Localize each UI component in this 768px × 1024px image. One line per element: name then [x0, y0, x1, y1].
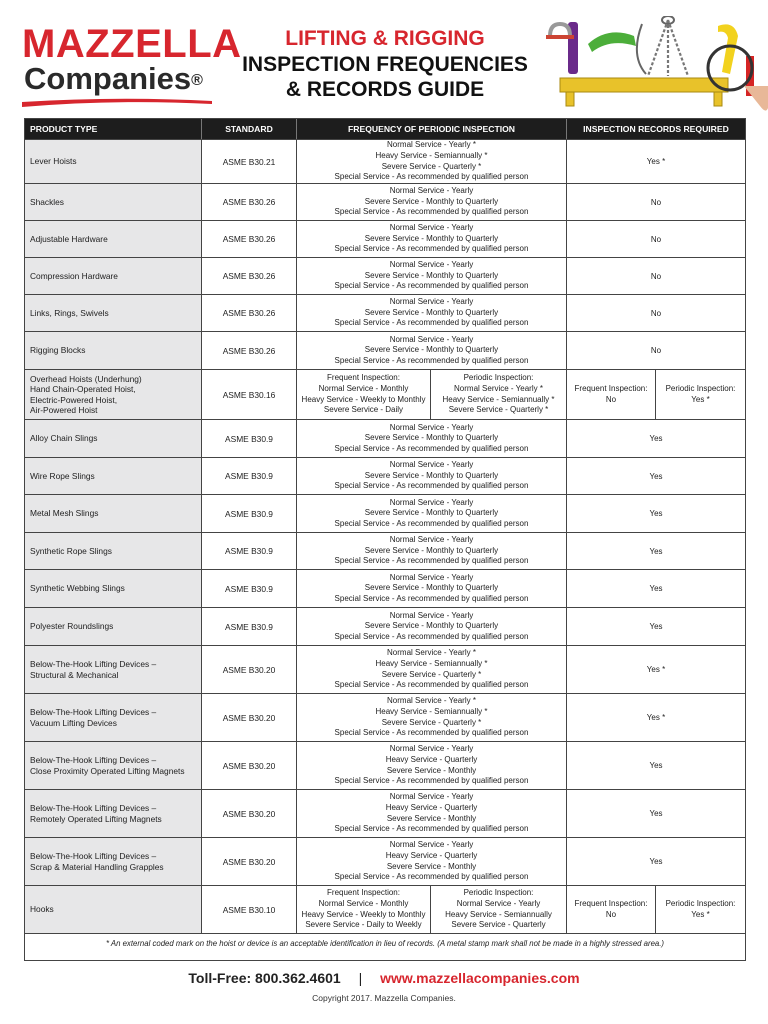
frequent-records-line: Frequent Inspection: — [574, 383, 648, 393]
contact-bar — [0, 970, 768, 986]
inspection-frequency-line: Normal Service - Yearly — [389, 744, 474, 754]
product-type-line: Below-The-Hook Lifting Devices – — [30, 755, 157, 765]
column-header-standard: STANDARD — [202, 119, 297, 139]
product-type-line: Electric-Powered Hoist, — [30, 394, 118, 405]
frequent-records-line: No — [605, 909, 617, 919]
inspection-frequency-line: Special Service - As recommended by qualified person — [334, 680, 529, 690]
product-type-line: Alloy Chain Slings — [30, 433, 98, 444]
product-type-cell — [25, 295, 202, 331]
inspection-frequency-line: Special Service - As recommended by qualified person — [334, 593, 529, 603]
inspection-frequency-cell — [297, 838, 567, 885]
inspection-frequency-line: Normal Service - Yearly — [389, 535, 474, 545]
periodic-inspection-line: Heavy Service - Semiannually * — [442, 394, 555, 404]
inspection-frequency-line: Special Service - As recommended by qualified person — [334, 355, 529, 365]
frequent-inspection-line: Normal Service - Monthly — [318, 383, 409, 393]
periodic-records-line: Periodic Inspection: — [665, 898, 736, 908]
product-type-line: Lever Hoists — [30, 156, 77, 167]
inspection-frequency-line: Normal Service - Yearly — [389, 792, 474, 802]
periodic-inspection-line: Severe Service - Quarterly — [451, 920, 546, 930]
column-header-frequency: FREQUENCY OF PERIODIC INSPECTION — [297, 119, 567, 139]
periodic-records-line: Yes * — [691, 909, 710, 919]
product-type-line: Hand Chain-Operated Hoist, — [30, 384, 136, 394]
inspection-frequency-line: Special Service - As recommended by qualified person — [334, 824, 529, 834]
title-line-1: LIFTING & RIGGING — [285, 27, 485, 50]
frequent-records-cell — [567, 886, 656, 933]
rigging-products-image — [538, 16, 768, 122]
product-type-text — [30, 308, 109, 319]
table-row — [25, 607, 745, 645]
product-type-cell — [25, 140, 202, 183]
records-required-cell: Yes * — [646, 665, 666, 674]
table-row — [25, 885, 745, 933]
rigging-photo-icon — [538, 16, 768, 122]
inspection-frequency-line: Severe Service - Monthly to Quarterly — [364, 270, 499, 280]
table-row — [25, 139, 745, 183]
inspection-frequency-cell — [297, 295, 567, 331]
company-logo — [22, 22, 242, 106]
product-type-text — [30, 659, 156, 680]
records-required-cell: Yes — [649, 622, 663, 631]
product-type-line: Adjustable Hardware — [30, 233, 108, 244]
periodic-inspection-line: Normal Service - Yearly — [456, 898, 541, 908]
website-link[interactable]: www.mazzellacompanies.com — [380, 970, 580, 986]
product-type-cell — [25, 570, 202, 607]
inspection-frequency-line: Special Service - As recommended by qualified person — [334, 318, 529, 328]
standard-cell: ASME B30.21 — [202, 140, 297, 183]
inspection-frequency-line: Severe Service - Quarterly * — [381, 717, 482, 727]
standard-cell: ASME B30.9 — [202, 458, 297, 494]
inspection-frequency-line: Special Service - As recommended by qualified person — [334, 281, 529, 291]
title-line-2: INSPECTION FREQUENCIES — [242, 53, 528, 76]
inspection-frequency-cell — [297, 608, 567, 645]
inspection-frequency-cell — [297, 184, 567, 220]
inspection-frequency-line: Normal Service - Yearly * — [387, 648, 476, 658]
product-type-line: Synthetic Rope Slings — [30, 545, 112, 556]
product-type-text — [30, 851, 164, 872]
standard-cell: ASME B30.10 — [202, 886, 297, 933]
records-required-cell: Yes — [649, 761, 663, 770]
inspection-frequency-cell — [297, 694, 567, 741]
inspection-frequency-line: Normal Service - Yearly * — [387, 140, 476, 150]
records-required-cell: Yes — [649, 509, 663, 518]
inspection-frequency-line: Heavy Service - Quarterly — [385, 754, 478, 764]
table-row — [25, 741, 745, 789]
periodic-inspection-line: Periodic Inspection: — [463, 373, 534, 383]
inspection-frequency-cell — [297, 495, 567, 532]
inspection-frequency-line: Normal Service - Yearly — [389, 223, 474, 233]
inspection-frequency-line: Severe Service - Monthly — [386, 861, 477, 871]
inspection-frequency-line: Normal Service - Yearly — [389, 297, 474, 307]
frequent-inspection-cell — [297, 886, 431, 933]
title-line-3: & RECORDS GUIDE — [285, 78, 485, 101]
inspection-frequency-line: Severe Service - Monthly — [386, 813, 477, 823]
inspection-frequency-line: Severe Service - Monthly to Quarterly — [364, 196, 499, 206]
table-row — [25, 257, 745, 294]
product-type-line: Vacuum Lifting Devices — [30, 717, 117, 728]
product-type-text — [30, 471, 95, 482]
product-type-cell — [25, 790, 202, 837]
records-required-cell: Yes — [649, 857, 663, 866]
table-row — [25, 457, 745, 494]
frequent-inspection-line: Normal Service - Monthly — [318, 898, 409, 908]
periodic-inspection-line: Severe Service - Quarterly * — [448, 405, 549, 415]
periodic-records-line: Periodic Inspection: — [665, 383, 736, 393]
standard-cell: ASME B30.9 — [202, 608, 297, 645]
inspection-frequency-line: Severe Service - Monthly to Quarterly — [364, 508, 499, 518]
product-type-text — [30, 374, 142, 416]
frequent-inspection-line: Heavy Service - Weekly to Monthly — [301, 909, 426, 919]
inspection-frequency-cell — [297, 570, 567, 607]
product-type-text — [30, 156, 77, 167]
product-type-line: Below-The-Hook Lifting Devices – — [30, 851, 157, 861]
inspection-frequency-line: Special Service - As recommended by qualified person — [334, 776, 529, 786]
inspection-frequency-cell — [297, 646, 567, 693]
product-type-cell — [25, 533, 202, 569]
frequent-records-line: No — [605, 394, 617, 404]
standard-cell: ASME B30.26 — [202, 332, 297, 369]
inspection-frequency-line: Normal Service - Yearly — [389, 610, 474, 620]
product-type-cell — [25, 332, 202, 369]
records-required-cell: Yes * — [646, 157, 666, 166]
product-type-line: Air-Powered Hoist — [30, 405, 98, 415]
records-required-cell: No — [650, 197, 662, 207]
product-type-line: Wire Rope Slings — [30, 470, 95, 481]
periodic-inspection-cell — [431, 370, 567, 419]
inspection-frequency-cell — [297, 533, 567, 569]
inspection-frequency-line: Heavy Service - Semiannually * — [375, 658, 488, 668]
frequent-inspection-line: Heavy Service - Weekly to Monthly — [301, 394, 426, 404]
inspection-frequency-line: Normal Service - Yearly — [389, 840, 474, 850]
product-type-cell — [25, 495, 202, 532]
product-type-cell — [25, 420, 202, 457]
inspection-frequency-line: Severe Service - Monthly to Quarterly — [364, 233, 499, 243]
inspection-frequency-line: Severe Service - Monthly to Quarterly — [364, 345, 499, 355]
inspection-frequency-line: Normal Service - Yearly — [389, 572, 474, 582]
product-type-cell — [25, 886, 202, 933]
product-type-cell — [25, 608, 202, 645]
inspection-frequency-cell — [297, 221, 567, 257]
table-header-row — [25, 119, 745, 139]
table-row — [25, 693, 745, 741]
copyright-text: Copyright 2017. Mazzella Companies. — [312, 993, 456, 1003]
inspection-frequency-line: Normal Service - Yearly — [389, 186, 474, 196]
inspection-frequency-line: Severe Service - Monthly to Quarterly — [364, 621, 499, 631]
standard-cell: ASME B30.26 — [202, 295, 297, 331]
inspection-frequency-line: Severe Service - Monthly to Quarterly — [364, 583, 499, 593]
product-type-line: Links, Rings, Swivels — [30, 307, 109, 318]
product-type-line: Compression Hardware — [30, 270, 118, 281]
inspection-frequency-line: Special Service - As recommended by qualified person — [334, 518, 529, 528]
product-type-text — [30, 271, 118, 282]
records-required-cell: Yes — [649, 809, 663, 818]
product-type-line: Below-The-Hook Lifting Devices – — [30, 803, 157, 813]
table-row — [25, 569, 745, 607]
records-required-cell: Yes — [649, 546, 663, 556]
standard-cell: ASME B30.9 — [202, 420, 297, 457]
records-required-cell: Yes * — [646, 713, 666, 722]
periodic-inspection-cell — [431, 886, 567, 933]
logo-swoosh-icon — [22, 98, 212, 110]
frequent-records-line: Frequent Inspection: — [574, 898, 648, 908]
records-required-cell: No — [650, 271, 662, 281]
table-row — [25, 331, 745, 369]
standard-cell: ASME B30.26 — [202, 258, 297, 294]
inspection-table — [24, 118, 746, 961]
periodic-inspection-line: Normal Service - Yearly * — [454, 383, 543, 393]
product-type-line: Close Proximity Operated Lifting Magnets — [30, 765, 185, 776]
inspection-frequency-line: Normal Service - Yearly — [389, 497, 474, 507]
frequent-inspection-line: Severe Service - Daily to Weekly — [305, 920, 422, 930]
logo-wordmark-bottom: Companies® — [24, 61, 203, 96]
product-type-line: Metal Mesh Slings — [30, 508, 99, 519]
table-row — [25, 837, 745, 885]
table-row — [25, 294, 745, 331]
records-required-cell: No — [650, 308, 662, 318]
product-type-text — [30, 546, 112, 557]
periodic-records-cell — [656, 370, 745, 419]
inspection-frequency-cell — [297, 458, 567, 494]
frequent-inspection-cell — [297, 370, 431, 419]
table-row — [25, 419, 745, 457]
inspection-frequency-line: Severe Service - Monthly — [386, 765, 477, 775]
product-type-line: Below-The-Hook Lifting Devices – — [30, 659, 157, 669]
product-type-text — [30, 904, 54, 915]
inspection-frequency-line: Severe Service - Monthly to Quarterly — [364, 433, 499, 443]
inspection-frequency-line: Severe Service - Monthly to Quarterly — [364, 470, 499, 480]
records-required-cell: No — [650, 234, 662, 244]
frequent-inspection-line: Frequent Inspection: — [327, 888, 400, 898]
product-type-line: Scrap & Material Handling Grapples — [30, 861, 164, 872]
table-row — [25, 183, 745, 220]
standard-cell: ASME B30.9 — [202, 495, 297, 532]
inspection-frequency-cell — [297, 790, 567, 837]
inspection-frequency-line: Special Service - As recommended by qualified person — [334, 443, 529, 453]
standard-cell: ASME B30.20 — [202, 646, 297, 693]
inspection-frequency-line: Special Service - As recommended by qualified person — [334, 728, 529, 738]
inspection-frequency-line: Severe Service - Quarterly * — [381, 669, 482, 679]
product-type-text — [30, 433, 98, 444]
inspection-frequency-line: Special Service - As recommended by qualified person — [334, 556, 529, 566]
product-type-cell — [25, 370, 202, 419]
standard-cell: ASME B30.9 — [202, 533, 297, 569]
product-type-text — [30, 803, 162, 824]
inspection-frequency-line: Normal Service - Yearly — [389, 260, 474, 270]
frequent-inspection-line: Severe Service - Daily — [323, 405, 404, 415]
standard-cell: ASME B30.26 — [202, 221, 297, 257]
product-type-cell — [25, 221, 202, 257]
frequent-records-cell — [567, 370, 656, 419]
standard-cell: ASME B30.20 — [202, 694, 297, 741]
inspection-frequency-line: Special Service - As recommended by qualified person — [334, 244, 529, 254]
inspection-frequency-line: Severe Service - Monthly to Quarterly — [364, 307, 499, 317]
inspection-frequency-line: Severe Service - Monthly to Quarterly — [364, 545, 499, 555]
product-type-line: Below-The-Hook Lifting Devices – — [30, 707, 157, 717]
inspection-frequency-line: Normal Service - Yearly — [389, 334, 474, 344]
standard-cell: ASME B30.16 — [202, 370, 297, 419]
inspection-frequency-line: Special Service - As recommended by qualified person — [334, 872, 529, 882]
product-type-text — [30, 345, 85, 356]
product-type-text — [30, 508, 98, 519]
inspection-frequency-line: Heavy Service - Semiannually * — [375, 706, 488, 716]
product-type-cell — [25, 646, 202, 693]
standard-cell: ASME B30.26 — [202, 184, 297, 220]
product-type-text — [30, 621, 113, 632]
inspection-frequency-line: Special Service - As recommended by qualified person — [334, 631, 529, 641]
product-type-cell — [25, 258, 202, 294]
inspection-frequency-line: Normal Service - Yearly — [389, 460, 474, 470]
product-type-cell — [25, 694, 202, 741]
records-required-cell: No — [650, 346, 662, 355]
registered-mark: ® — [191, 72, 203, 89]
table-row — [25, 494, 745, 532]
frequent-inspection-line: Frequent Inspection: — [327, 373, 400, 383]
inspection-frequency-cell — [297, 332, 567, 369]
inspection-frequency-line: Normal Service - Yearly — [389, 422, 474, 432]
periodic-records-line: Yes * — [691, 394, 710, 404]
product-type-line: Structural & Mechanical — [30, 669, 119, 680]
periodic-inspection-line: Heavy Service - Semiannually — [445, 909, 552, 919]
inspection-frequency-line: Heavy Service - Quarterly — [385, 850, 478, 860]
records-required-cell: Yes — [649, 434, 663, 443]
table-footnote-row — [25, 933, 745, 953]
periodic-inspection-line: Periodic Inspection: — [463, 888, 534, 898]
inspection-frequency-cell — [297, 742, 567, 789]
product-type-cell — [25, 184, 202, 220]
inspection-frequency-line: Severe Service - Quarterly * — [381, 161, 482, 171]
product-type-line: Overhead Hoists (Underhung) — [30, 373, 142, 384]
product-type-cell — [25, 742, 202, 789]
table-row — [25, 645, 745, 693]
column-header-records: INSPECTION RECORDS REQUIRED — [567, 119, 745, 139]
product-type-line: Polyester Roundslings — [30, 621, 114, 632]
inspection-frequency-cell — [297, 258, 567, 294]
inspection-frequency-line: Normal Service - Yearly * — [387, 696, 476, 706]
product-type-cell — [25, 838, 202, 885]
product-type-line: Hooks — [30, 904, 54, 915]
table-row — [25, 220, 745, 257]
inspection-frequency-cell — [297, 140, 567, 183]
inspection-frequency-line: Special Service - As recommended by qualified person — [334, 481, 529, 491]
product-type-text — [30, 755, 185, 776]
product-type-text — [30, 707, 156, 728]
table-footnote: * An external coded mark on the hoist or device is an acceptable identification in lieu of records. (A metal stamp mark shall not be made in a highly stressed area.) — [105, 939, 665, 948]
standard-cell: ASME B30.9 — [202, 570, 297, 607]
product-type-cell — [25, 458, 202, 494]
periodic-records-cell — [656, 886, 745, 933]
product-type-line: Shackles — [30, 196, 64, 207]
standard-cell: ASME B30.20 — [202, 742, 297, 789]
inspection-frequency-line: Heavy Service - Quarterly — [385, 802, 478, 812]
table-row — [25, 369, 745, 419]
product-type-line: Synthetic Webbing Slings — [30, 583, 125, 594]
footer-separator: | — [358, 970, 363, 986]
standard-cell: ASME B30.20 — [202, 838, 297, 885]
toll-free-phone[interactable]: Toll-Free: 800.362.4601 — [188, 970, 341, 986]
table-row — [25, 789, 745, 837]
logo-wordmark-top: MAZZELLA — [22, 22, 242, 66]
product-type-text — [30, 197, 64, 208]
inspection-frequency-line: Special Service - As recommended by qualified person — [334, 207, 529, 217]
inspection-frequency-line: Special Service - As recommended by qualified person — [334, 172, 529, 182]
records-required-cell: Yes — [649, 584, 663, 593]
product-type-text — [30, 234, 108, 245]
inspection-frequency-cell — [297, 420, 567, 457]
standard-cell: ASME B30.20 — [202, 790, 297, 837]
inspection-frequency-line: Heavy Service - Semiannually * — [375, 150, 488, 160]
table-row — [25, 532, 745, 569]
document-title — [234, 26, 536, 102]
product-type-text — [30, 583, 125, 594]
product-type-line: Rigging Blocks — [30, 345, 86, 356]
product-type-line: Remotely Operated Lifting Magnets — [30, 813, 162, 824]
records-required-cell: Yes — [649, 471, 663, 481]
column-header-product-type: PRODUCT TYPE — [25, 119, 202, 139]
